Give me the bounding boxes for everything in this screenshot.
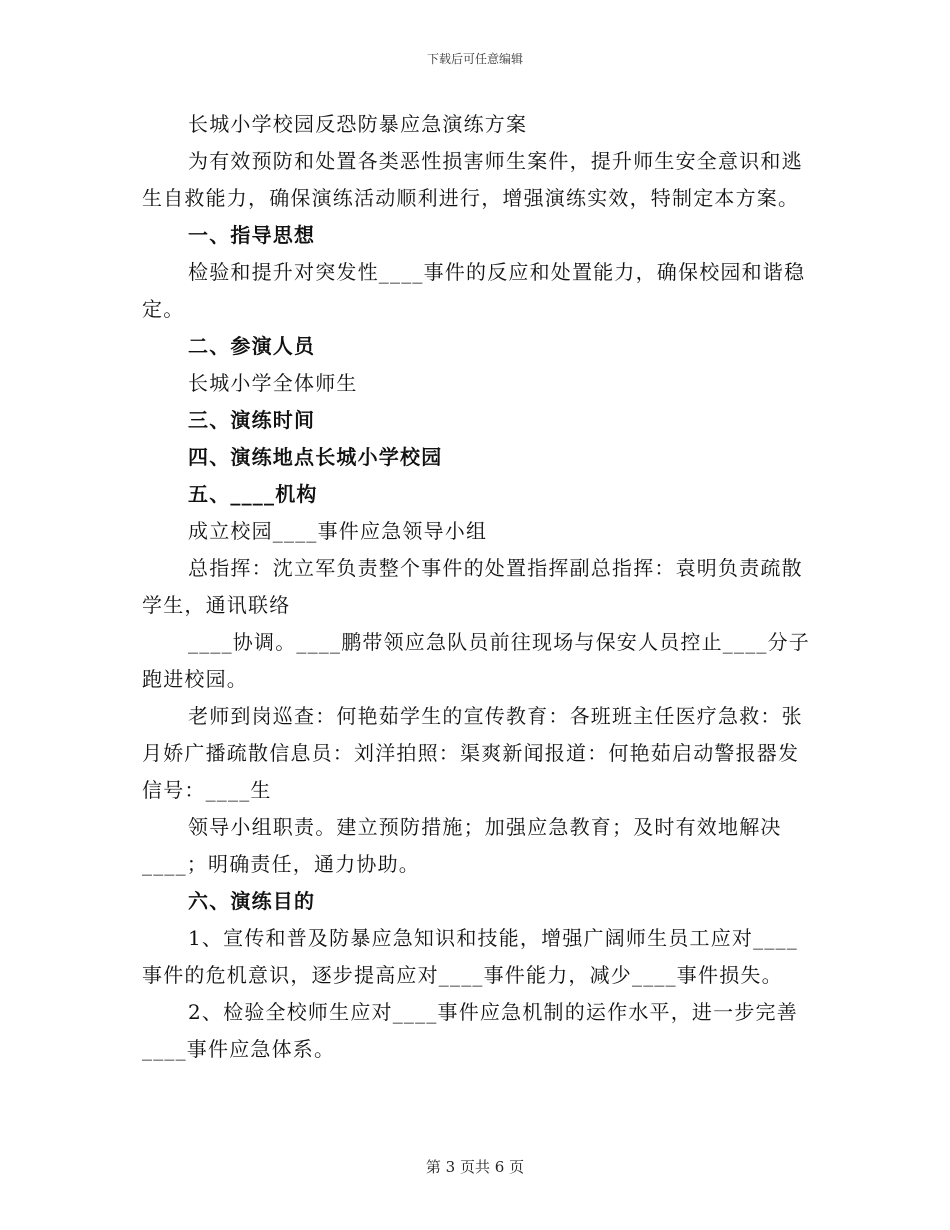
doc-title: 长城小学校园反恐防暴应急演练方案 [188, 112, 528, 136]
section-heading-4: 四、演练地点长城小学校园 [188, 445, 443, 469]
section-6-text-a: 1、宣传和普及防暴应急知识和技能，增强广阔师生员工应对____事件的危机意识，逐步提高应对____事件能力，减少____事件损失。 [142, 926, 798, 987]
section-5-text-a: 成立校园____事件应急领导小组 [188, 519, 488, 543]
page-footer: 第 3 页共 6 页 [425, 1158, 525, 1176]
section-5-text-c: ____协调。____鹏带领应急队员前往现场与保安人员控止____分子跑进校园。 [142, 630, 810, 691]
document-body [142, 106, 810, 1068]
section-heading-3: 三、演练时间 [188, 408, 316, 432]
section-1-text: 检验和提升对突发性____事件的反应和处置能力，确保校园和谐稳定。 [142, 260, 806, 321]
section-heading-5: 五、____机构 [188, 482, 318, 506]
section-heading-1: 一、指导思想 [188, 223, 316, 247]
intro-paragraph: 为有效预防和处置各类恶性损害师生案件，提升师生安全意识和逃生自救能力，确保演练活动顺利进行，增强演练实效，特制定本方案。 [142, 149, 803, 210]
section-heading-6: 六、演练目的 [188, 889, 316, 913]
page-header: 下载后可任意编辑 [426, 52, 523, 66]
section-6-text-b: 2、检验全校师生应对____事件应急机制的运作水平，进一步完善____事件应急体系。 [142, 1000, 798, 1061]
section-5-text-b: 总指挥：沈立军负责整个事件的处置指挥副总指挥：袁明负责疏散学生，通讯联络 [142, 556, 803, 617]
section-5-text-e: 领导小组职责。建立预防措施；加强应急教育；及时有效地解决____；明确责任，通力协助。 [142, 815, 782, 876]
section-5-text-d: 老师到岗巡查：何艳茹学生的宣传教育：各班班主任医疗急救：张月娇广播疏散信息员：刘洋拍照：渠爽新闻报道：何艳茹启动警报器发信号：____生 [142, 704, 803, 802]
section-2-text: 长城小学全体师生 [188, 371, 358, 395]
section-heading-2: 二、参演人员 [188, 334, 316, 358]
